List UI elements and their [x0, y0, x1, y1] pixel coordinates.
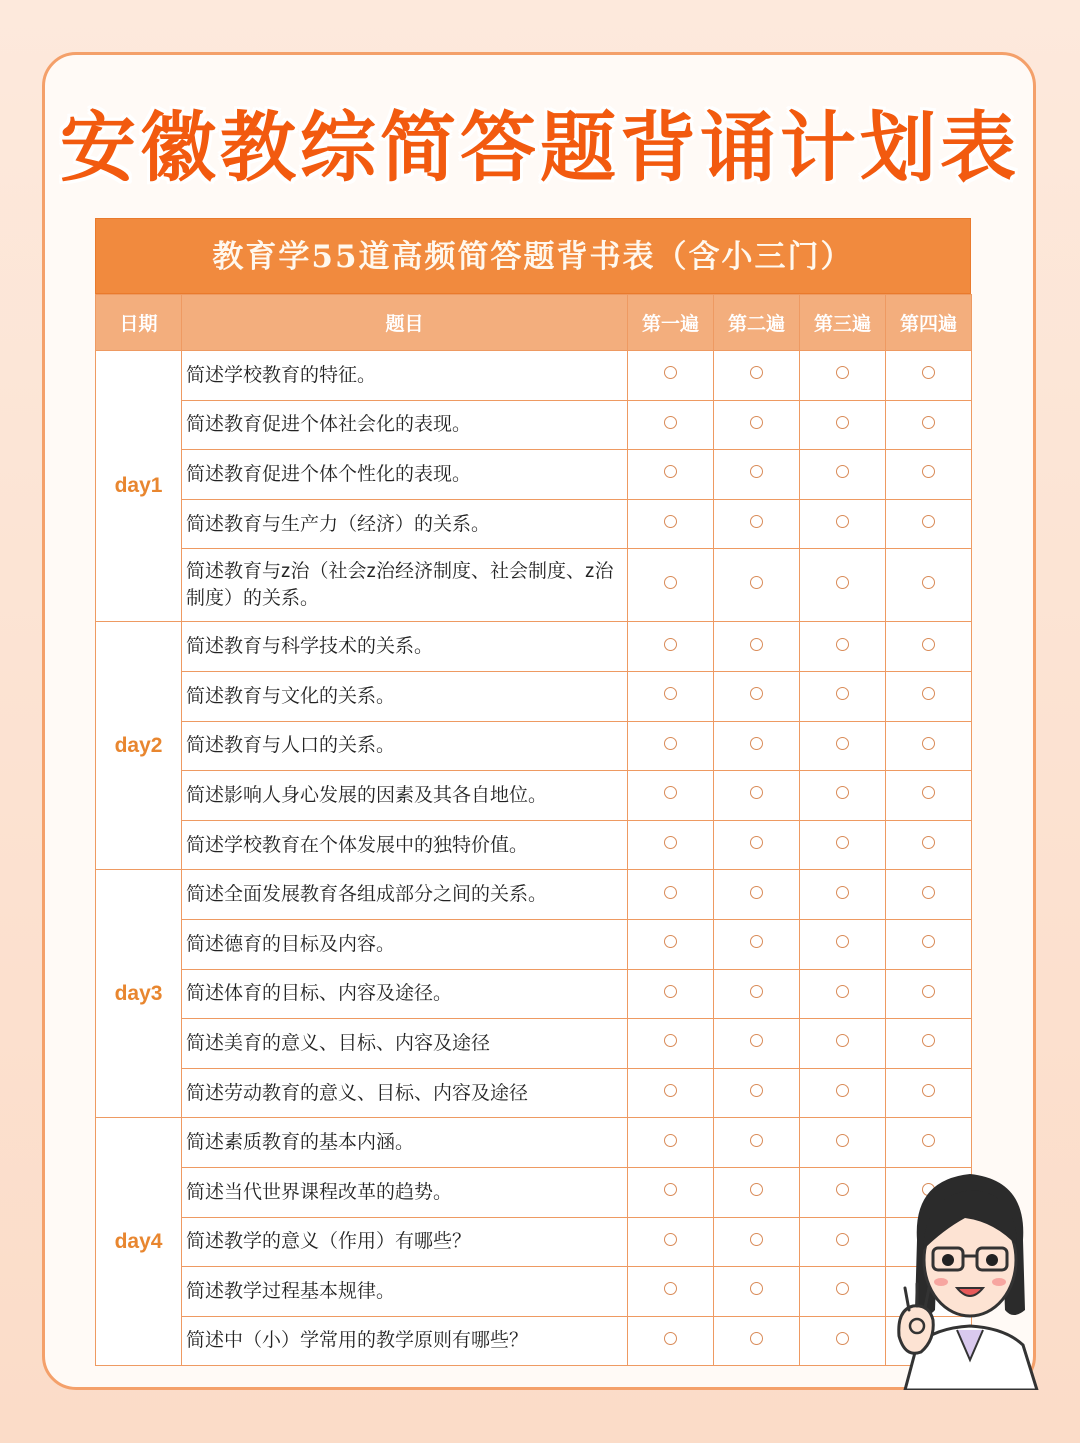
question-text: 简述教育促进个体个性化的表现。 — [182, 450, 628, 500]
table-row — [96, 919, 972, 969]
table-row — [96, 1217, 972, 1267]
pass-1-cell — [628, 351, 714, 401]
pass-1-cell — [628, 870, 714, 920]
pass-3-cell — [800, 549, 886, 622]
circle-icon[interactable] — [664, 886, 677, 899]
header-pass-2: 第二遍 — [714, 295, 800, 351]
circle-icon[interactable] — [664, 576, 677, 589]
circle-icon[interactable] — [664, 687, 677, 700]
circle-icon[interactable] — [750, 366, 763, 379]
question-text: 简述教育与科学技术的关系。 — [182, 622, 628, 672]
circle-icon[interactable] — [664, 465, 677, 478]
pass-3-cell — [800, 450, 886, 500]
pass-2-cell — [714, 450, 800, 500]
circle-icon[interactable] — [922, 687, 935, 700]
circle-icon[interactable] — [922, 416, 935, 429]
pass-1-cell — [628, 622, 714, 672]
pass-4-cell — [886, 351, 972, 401]
circle-icon[interactable] — [922, 886, 935, 899]
table-row — [96, 400, 972, 450]
table-row — [96, 499, 972, 549]
day-label: day3 — [96, 870, 182, 1118]
page-title: 安徽教综简答题背诵计划表 — [60, 103, 1020, 192]
circle-icon[interactable] — [664, 935, 677, 948]
circle-icon[interactable] — [836, 1282, 849, 1295]
pass-4-cell — [886, 671, 972, 721]
pass-2-cell — [714, 1019, 800, 1069]
circle-icon[interactable] — [922, 935, 935, 948]
circle-icon[interactable] — [750, 515, 763, 528]
circle-icon[interactable] — [922, 465, 935, 478]
pass-3-cell — [800, 400, 886, 450]
circle-icon[interactable] — [750, 737, 763, 750]
question-text: 简述体育的目标、内容及途径。 — [182, 969, 628, 1019]
circle-icon[interactable] — [750, 687, 763, 700]
circle-icon[interactable] — [750, 416, 763, 429]
table-row — [96, 351, 972, 401]
pass-3-cell — [800, 351, 886, 401]
table-row — [96, 1068, 972, 1118]
header-pass-4: 第四遍 — [886, 295, 972, 351]
pass-2-cell — [714, 1068, 800, 1118]
question-text: 简述教学过程基本规律。 — [182, 1267, 628, 1317]
pass-3-cell — [800, 870, 886, 920]
pass-1-cell — [628, 1068, 714, 1118]
table-row — [96, 671, 972, 721]
circle-icon[interactable] — [664, 416, 677, 429]
pass-1-cell — [628, 721, 714, 771]
pass-4-cell — [886, 919, 972, 969]
table-row — [96, 721, 972, 771]
plan-table — [95, 218, 971, 1366]
pass-2-cell — [714, 671, 800, 721]
pass-1-cell — [628, 1019, 714, 1069]
circle-icon[interactable] — [664, 985, 677, 998]
header-pass-3: 第三遍 — [800, 295, 886, 351]
pass-1-cell — [628, 400, 714, 450]
circle-icon[interactable] — [750, 935, 763, 948]
circle-icon[interactable] — [664, 638, 677, 651]
table-row — [96, 549, 972, 622]
circle-icon[interactable] — [922, 836, 935, 849]
circle-icon[interactable] — [922, 638, 935, 651]
pass-1-cell — [628, 820, 714, 870]
pass-3-cell — [800, 1068, 886, 1118]
circle-icon[interactable] — [750, 786, 763, 799]
table-row — [96, 1019, 972, 1069]
question-text: 简述全面发展教育各组成部分之间的关系。 — [182, 870, 628, 920]
pass-1-cell — [628, 499, 714, 549]
question-text: 简述德育的目标及内容。 — [182, 919, 628, 969]
pass-3-cell — [800, 721, 886, 771]
pass-1-cell — [628, 1167, 714, 1217]
day-label: day2 — [96, 622, 182, 870]
table-row — [96, 771, 972, 821]
question-text: 简述当代世界课程改革的趋势。 — [182, 1167, 628, 1217]
pass-2-cell — [714, 549, 800, 622]
header-question: 题目 — [182, 295, 628, 351]
circle-icon[interactable] — [836, 576, 849, 589]
table-row — [96, 969, 972, 1019]
pass-4-cell — [886, 969, 972, 1019]
circle-icon[interactable] — [836, 515, 849, 528]
circle-icon[interactable] — [750, 638, 763, 651]
circle-icon[interactable] — [750, 576, 763, 589]
pass-4-cell — [886, 450, 972, 500]
day-label: day4 — [96, 1118, 182, 1366]
pass-2-cell — [714, 771, 800, 821]
table-row — [96, 1118, 972, 1168]
circle-icon[interactable] — [664, 1084, 677, 1097]
pass-4-cell — [886, 549, 972, 622]
circle-icon[interactable] — [836, 1084, 849, 1097]
pass-4-cell — [886, 721, 972, 771]
schedule-table — [95, 294, 972, 1366]
table-row — [96, 1316, 972, 1366]
pass-1-cell — [628, 450, 714, 500]
pass-1-cell — [628, 919, 714, 969]
question-text: 简述素质教育的基本内涵。 — [182, 1118, 628, 1168]
pass-3-cell — [800, 919, 886, 969]
question-text: 简述学校教育在个体发展中的独特价值。 — [182, 820, 628, 870]
pass-4-cell — [886, 1068, 972, 1118]
question-text: 简述教育与文化的关系。 — [182, 671, 628, 721]
circle-icon[interactable] — [664, 1034, 677, 1047]
circle-icon[interactable] — [836, 1332, 849, 1345]
circle-icon[interactable] — [750, 1183, 763, 1196]
pass-2-cell — [714, 721, 800, 771]
pass-3-cell — [800, 671, 886, 721]
table-row — [96, 820, 972, 870]
pass-1-cell — [628, 1316, 714, 1366]
teacher-avatar-icon — [895, 1160, 1045, 1390]
pass-3-cell — [800, 969, 886, 1019]
pass-1-cell — [628, 1118, 714, 1168]
pass-3-cell — [800, 499, 886, 549]
circle-icon[interactable] — [664, 1183, 677, 1196]
pass-3-cell — [800, 1019, 886, 1069]
pass-1-cell — [628, 671, 714, 721]
question-text: 简述教学的意义（作用）有哪些？ — [182, 1217, 628, 1267]
circle-icon[interactable] — [750, 1134, 763, 1147]
pass-4-cell — [886, 499, 972, 549]
circle-icon[interactable] — [750, 1084, 763, 1097]
pass-3-cell — [800, 1118, 886, 1168]
pass-4-cell — [886, 870, 972, 920]
pass-2-cell — [714, 1167, 800, 1217]
circle-icon[interactable] — [750, 465, 763, 478]
pass-1-cell — [628, 1217, 714, 1267]
circle-icon[interactable] — [922, 576, 935, 589]
circle-icon[interactable] — [836, 1183, 849, 1196]
pass-2-cell — [714, 1316, 800, 1366]
circle-icon[interactable] — [922, 366, 935, 379]
pass-2-cell — [714, 969, 800, 1019]
pass-3-cell — [800, 771, 886, 821]
circle-icon[interactable] — [664, 836, 677, 849]
circle-icon[interactable] — [750, 1282, 763, 1295]
circle-icon[interactable] — [922, 1134, 935, 1147]
circle-icon[interactable] — [836, 836, 849, 849]
circle-icon[interactable] — [664, 737, 677, 750]
pass-3-cell — [800, 1267, 886, 1317]
circle-icon[interactable] — [836, 737, 849, 750]
pass-2-cell — [714, 622, 800, 672]
header-pass-1: 第一遍 — [628, 295, 714, 351]
circle-icon[interactable] — [922, 515, 935, 528]
question-text: 简述学校教育的特征。 — [182, 351, 628, 401]
pass-3-cell — [800, 1316, 886, 1366]
circle-icon[interactable] — [922, 1034, 935, 1047]
pass-2-cell — [714, 870, 800, 920]
circle-icon[interactable] — [836, 1233, 849, 1246]
circle-icon[interactable] — [836, 465, 849, 478]
question-text: 简述美育的意义、目标、内容及途径 — [182, 1019, 628, 1069]
circle-icon[interactable] — [836, 886, 849, 899]
pass-3-cell — [800, 622, 886, 672]
pass-3-cell — [800, 1167, 886, 1217]
pass-2-cell — [714, 919, 800, 969]
pass-2-cell — [714, 400, 800, 450]
circle-icon[interactable] — [750, 1233, 763, 1246]
table-row — [96, 450, 972, 500]
header-date: 日期 — [96, 295, 182, 351]
question-text: 简述中（小）学常用的教学原则有哪些？ — [182, 1316, 628, 1366]
circle-icon[interactable] — [664, 366, 677, 379]
pass-3-cell — [800, 820, 886, 870]
circle-icon[interactable] — [664, 1282, 677, 1295]
pass-2-cell — [714, 499, 800, 549]
question-text: 简述教育促进个体社会化的表现。 — [182, 400, 628, 450]
circle-icon[interactable] — [922, 737, 935, 750]
question-text: 简述劳动教育的意义、目标、内容及途径 — [182, 1068, 628, 1118]
circle-icon[interactable] — [836, 985, 849, 998]
pass-2-cell — [714, 351, 800, 401]
table-row — [96, 870, 972, 920]
circle-icon[interactable] — [836, 1134, 849, 1147]
question-text: 简述教育与人口的关系。 — [182, 721, 628, 771]
pass-4-cell — [886, 400, 972, 450]
pass-3-cell — [800, 1217, 886, 1267]
pass-2-cell — [714, 820, 800, 870]
pass-2-cell — [714, 1267, 800, 1317]
pass-1-cell — [628, 771, 714, 821]
pass-1-cell — [628, 969, 714, 1019]
circle-icon[interactable] — [836, 638, 849, 651]
circle-icon[interactable] — [836, 1034, 849, 1047]
question-text: 简述教育与生产力（经济）的关系。 — [182, 499, 628, 549]
circle-icon[interactable] — [922, 786, 935, 799]
circle-icon[interactable] — [922, 1084, 935, 1097]
circle-icon[interactable] — [750, 886, 763, 899]
pass-1-cell — [628, 1267, 714, 1317]
question-text: 简述影响人身心发展的因素及其各自地位。 — [182, 771, 628, 821]
table-subtitle: 教育学55道高频简答题背书表（含小三门） — [95, 218, 971, 294]
pass-4-cell — [886, 820, 972, 870]
question-text: 简述教育与z治（社会z治经济制度、社会制度、z治制度）的关系。 — [182, 549, 628, 622]
circle-icon[interactable] — [836, 416, 849, 429]
circle-icon[interactable] — [750, 1034, 763, 1047]
pass-4-cell — [886, 771, 972, 821]
table-row — [96, 622, 972, 672]
circle-icon[interactable] — [750, 985, 763, 998]
day-label: day1 — [96, 351, 182, 622]
table-row — [96, 1267, 972, 1317]
table-row — [96, 1167, 972, 1217]
pass-2-cell — [714, 1217, 800, 1267]
circle-icon[interactable] — [664, 1332, 677, 1345]
pass-4-cell — [886, 1019, 972, 1069]
header-row — [96, 295, 972, 351]
circle-icon[interactable] — [750, 1332, 763, 1345]
circle-icon[interactable] — [836, 687, 849, 700]
pass-1-cell — [628, 549, 714, 622]
circle-icon[interactable] — [664, 1134, 677, 1147]
circle-icon[interactable] — [836, 366, 849, 379]
circle-icon[interactable] — [664, 1233, 677, 1246]
pass-4-cell — [886, 622, 972, 672]
circle-icon[interactable] — [664, 786, 677, 799]
circle-icon[interactable] — [750, 836, 763, 849]
circle-icon[interactable] — [836, 786, 849, 799]
circle-icon[interactable] — [664, 515, 677, 528]
circle-icon[interactable] — [836, 935, 849, 948]
circle-icon[interactable] — [922, 985, 935, 998]
pass-2-cell — [714, 1118, 800, 1168]
